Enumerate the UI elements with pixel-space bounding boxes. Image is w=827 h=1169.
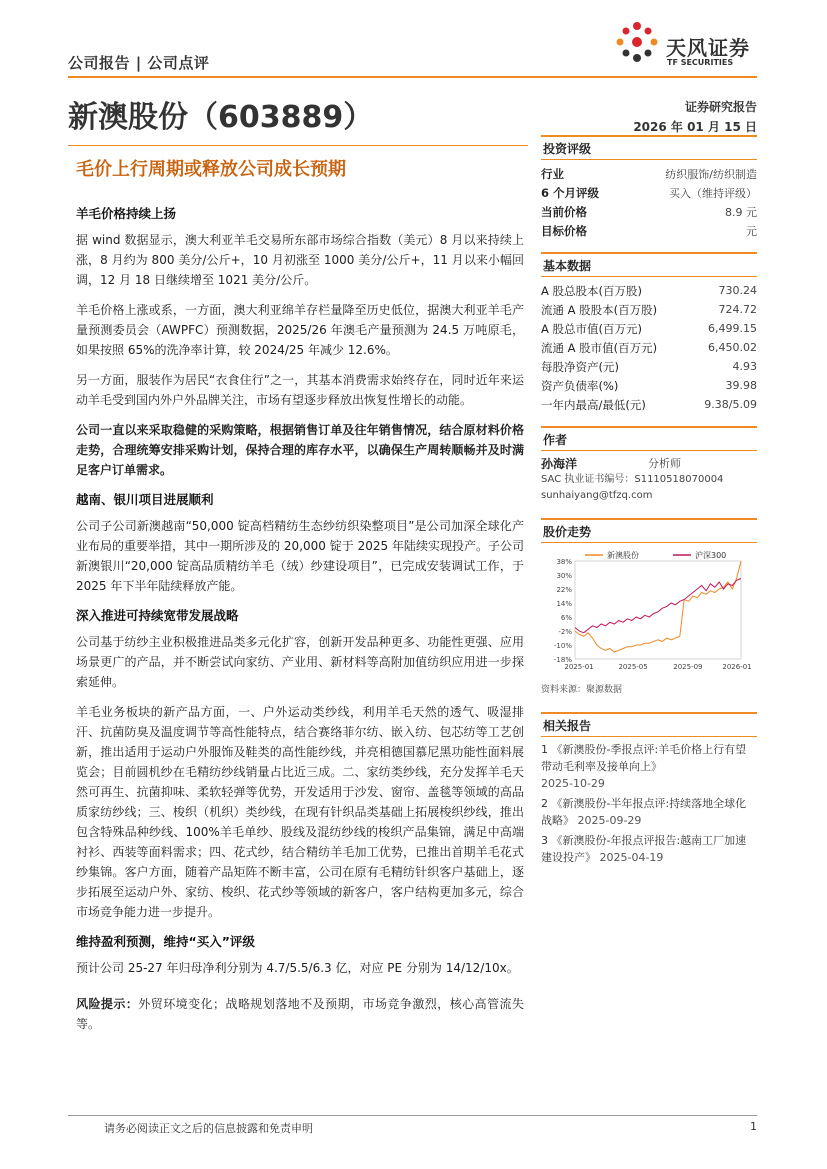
author-role: 分析师	[648, 457, 681, 470]
title-divider	[68, 145, 528, 146]
rating-row: 当前价格 8.9 元	[541, 204, 757, 219]
basics-row: A 股总市值(百万元) 6,499.15	[541, 321, 757, 336]
author-name-row	[541, 455, 681, 472]
section-4	[76, 932, 524, 978]
legend-label-index: 沪深300	[695, 551, 727, 560]
tf-logo-icon	[612, 18, 662, 68]
section-heading: 深入推进可持续宽带发展战略	[76, 608, 239, 623]
author-email[interactable]: sunhaiyang@tfzq.com	[541, 490, 653, 501]
main-body	[76, 200, 524, 1044]
rating-row: 目标价格 元	[541, 223, 757, 238]
logo-cn-text: 天风证券	[666, 36, 750, 60]
x-tick-label: 2025-01	[564, 663, 594, 671]
basics-row: 一年内最高/最低(元) 9.38/5.09	[541, 397, 757, 412]
x-tick-label: 2025-09	[673, 663, 703, 671]
report-category: 证券研究报告	[684, 100, 757, 114]
author-cert: SAC 执业证书编号：S1110518070004	[541, 474, 724, 485]
chart-source: 资料来源：聚源数据	[541, 685, 623, 695]
y-tick-label: 14%	[556, 600, 572, 608]
rating-heading: 投资评级	[541, 135, 757, 160]
paragraph: 据 wind 数据显示，澳大利亚羊毛交易所东部市场综合指数（美元）8 月以来持续上涨，8 月约为 800 美分/公斤+，10 月初涨至 1000 美分/公斤+，11 月以来小幅回调，12 月 18 日继续增至 1021 美分/公斤。	[76, 233, 524, 287]
basics-row: A 股总股本(百万股) 730.24	[541, 283, 757, 298]
sidebar	[541, 135, 757, 866]
x-tick-label: 2026-01	[722, 663, 752, 671]
paragraph: 羊毛价格上涨或系，一方面，澳大利亚绵羊存栏量降至历史低位，据澳大利亚羊毛产量预测委员会（AWPFC）预测数据，2025/26 年澳毛产量预测为 24.5 万吨原毛，如果按照 65%的洗净率计算，较 2024/25 年减少 12.6%。	[76, 303, 524, 357]
risk-label: 风险提示：	[76, 997, 139, 1011]
author-heading: 作者	[541, 426, 757, 451]
section-heading: 维持盈利预测，维持“买入”评级	[76, 934, 255, 949]
section-3	[76, 606, 524, 922]
paragraph: 另一方面，服装作为居民“衣食住行”之一，其基本消费需求始终存在，同时近年来运动羊毛受到国内外户外品牌关注，市场有望逐步释放出恢复性增长的动能。	[76, 373, 524, 407]
y-tick-label: 30%	[556, 572, 572, 580]
y-tick-label: 22%	[556, 586, 572, 594]
report-date: 2026 年 01 月 15 日	[633, 120, 757, 134]
risk-note	[76, 994, 524, 1034]
chart-heading: 股价走势	[541, 518, 757, 543]
paragraph: 预计公司 25-27 年归母净利分别为 4.7/5.5/6.3 亿，对应 PE 分别为 14/12/10x。	[76, 961, 519, 975]
risk-text: 外贸环境变化；战略规划落地不及预期，市场竞争激烈，核心高管流失等。	[76, 997, 524, 1031]
y-tick-label: -10%	[553, 642, 572, 650]
related-item[interactable]: 2 《新澳股份-半年报点评:持续落地全球化战略》 2025-09-29	[541, 797, 747, 827]
report-type: 公司报告 | 公司点评	[68, 54, 210, 72]
headline: 毛价上行周期或释放公司成长预期	[76, 159, 346, 180]
section-1	[76, 204, 524, 480]
related-heading: 相关报告	[541, 712, 757, 737]
series-line-stock	[575, 561, 741, 652]
paragraph: 羊毛业务板块的新产品方面，一、户外运动类纱线，利用羊毛天然的透气、吸湿排汗、抗菌防臭及温度调节等高性能特点，结合赛络菲尔纺、嵌入纺、包芯纺等工艺创新，推出适用于运动户外服饰及鞋类的高性能纱线，并亮相德国慕尼黑功能性面料展览会；目前圆机纱在毛精纺纱线销量占比近三成。二、家纺类纱线，充分发挥羊毛天然可再生、抗菌抑味、柔软轻弹等优势，开发适用于沙发、窗帘、盖毯等领域的高品质家纺纱线；三、梭织（机织）类纱线，在现有针织品类基础上拓展梭织纱线，推出包含特殊品种纱线、100%羊毛单纱、股线及混纺纱线的梭织产品集锦，满足中高端衬衫、西装等面料需求；四、花式纱，结合精纺羊毛加工优势，已推出首期羊毛花式纱集锦。客户方面，随着产品矩阵不断丰富，公司在原有毛精纺针织客户基础上，逐步拓展至运动户外、家纺、梭织、花式纱等领域的新客户，客户结构更加多元，综合市场竞争能力进一步提升。	[76, 705, 524, 919]
rating-row: 6 个月评级 买入（维持评级）	[541, 185, 757, 200]
footer-divider	[68, 1115, 757, 1116]
header-divider	[68, 76, 757, 78]
page-number: 1	[750, 1120, 757, 1133]
basics-row: 流通 A 股股本(百万股) 724.72	[541, 302, 757, 317]
y-tick-label: -18%	[553, 656, 572, 664]
rating-row: 行业 纺织服饰/纺织制造	[541, 166, 757, 181]
related-item[interactable]: 3 《新澳股份-年报点评报告:越南工厂加速建设投产》 2025-04-19	[541, 834, 747, 864]
company-title: 新澳股份（603889）	[68, 100, 374, 135]
y-tick-label: 38%	[556, 558, 572, 566]
section-heading: 越南、银川项目进展顺利	[76, 492, 214, 507]
x-tick-label: 2025-05	[618, 663, 648, 671]
paragraph: 公司基于纺纱主业积极推进品类多元化扩容，创新开发品种更多、功能性更强、应用场景更广的产品，并不断尝试向家纺、产业用、新材料等高附加值纺织应用进一步探索延伸。	[76, 635, 524, 689]
basics-row: 资产负债率(%) 39.98	[541, 378, 757, 393]
plot-frame	[575, 561, 741, 659]
author-name: 孙海洋	[541, 457, 578, 471]
paragraph: 公司子公司新澳越南“50,000 锭高档精纺生态纱纺织染整项目”是公司加深全球化产业布局的重要举措，其中一期所涉及的 20,000 锭于 2025 年陆续实现投产。子公司新澳银川“20,000 锭高品质精纺羊毛（绒）纱建设项目”，已完成安装调试工作，于 2025 年下半年陆续释放产能。	[76, 519, 524, 593]
price-chart-svg	[541, 547, 757, 682]
basics-heading: 基本数据	[541, 252, 757, 277]
series-line-index	[575, 579, 741, 633]
related-item[interactable]: 1 《新澳股份-季报点评:羊毛价格上行有望带动毛利率及接单向上》 2025-10-29	[541, 743, 747, 790]
logo-en-text: TF SECURITIES	[667, 58, 734, 67]
section-2	[76, 490, 524, 596]
basics-row: 每股净资产(元) 4.93	[541, 359, 757, 374]
footer-disclaimer[interactable]: 请务必阅读正文之后的信息披露和免责申明	[104, 1122, 313, 1135]
paragraph-bold: 公司一直以来采取稳健的采购策略，根据销售订单及往年销售情况，结合原材料价格走势，合理统筹安排采购计划，保持合理的库存水平，以确保生产周转顺畅并及时满足客户订单需求。	[76, 423, 524, 477]
section-heading: 羊毛价格持续上扬	[76, 206, 177, 221]
legend-label-stock: 新澳股份	[607, 551, 639, 560]
y-tick-label: 6%	[560, 614, 572, 622]
price-chart	[541, 547, 757, 682]
y-tick-label: -2%	[558, 628, 572, 636]
basics-row: 流通 A 股市值(百万元) 6,450.02	[541, 340, 757, 355]
